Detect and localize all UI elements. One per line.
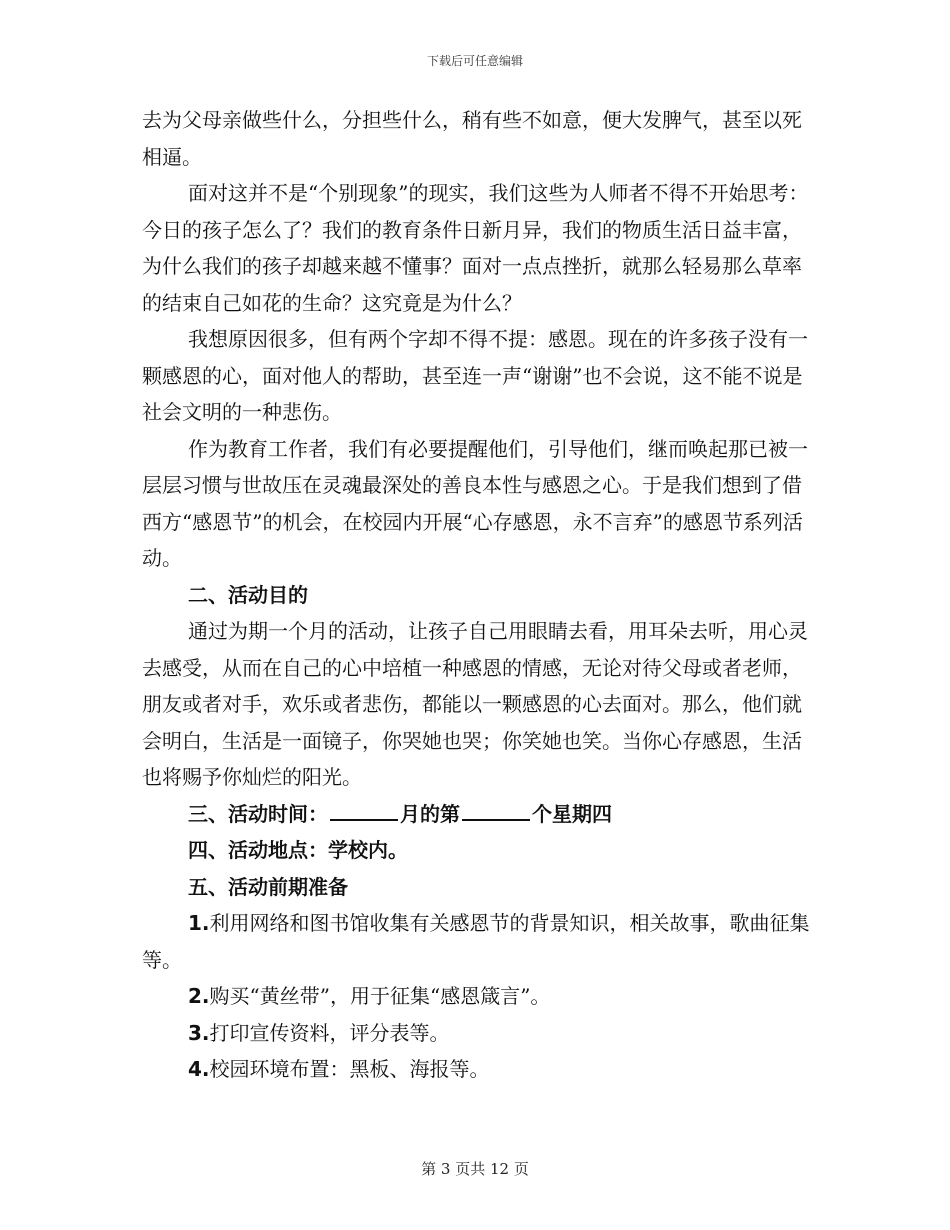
blank-month xyxy=(330,797,398,821)
document-body xyxy=(142,102,812,1088)
list-item xyxy=(142,1051,812,1088)
time-middle: 月的第 xyxy=(400,801,460,826)
section-heading-preparation: 五、活动前期准备 xyxy=(188,874,348,899)
paragraph-reality: 面对这并不是“个别现象”的现实，我们这些为人师者不得不开始思考：今日的孩子怎么了？我们的教育条件日新月异，我们的物质生活日益丰富，为什么我们的孩子却越来越不懂事？面对一点点挫折，就那么轻易那么草率的结束自己如花的生命？这究竟是为什么？ xyxy=(142,181,809,315)
list-item-text: 打印宣传资料，评分表等。 xyxy=(209,1020,450,1045)
paragraph-purpose: 通过为期一个月的活动，让孩子自己用眼睛去看，用耳朵去听，用心灵去感受，从而在自己的心中培植一种感恩的情感，无论对待父母或者老师，朋友或者对手，欢乐或者悲伤，都能以一颗感恩的心去面对。那么，他们就会明白，生活是一面镜子，你哭她也哭；你笑她也笑。当你心存感恩，生活也将赐予你灿烂的阳光。 xyxy=(142,619,808,789)
time-prefix: 三、活动时间： xyxy=(188,801,328,826)
list-item xyxy=(142,1015,812,1052)
paragraph-gratitude: 我想原因很多，但有两个字却不得不提：感恩。现在的许多孩子没有一颗感恩的心，面对他人的帮助，甚至连一声“谢谢”也不会说，这不能不说是社会文明的一种悲伤。 xyxy=(142,327,808,424)
list-item-text: 购买“黄丝带”，用于征集“感恩箴言”。 xyxy=(209,984,551,1008)
list-item-number: 4. xyxy=(188,1057,210,1081)
time-suffix: 个星期四 xyxy=(532,801,612,826)
section-heading-location: 四、活动地点：学校内。 xyxy=(188,838,408,862)
list-item-text: 校园环境布置：黑板、海报等。 xyxy=(209,1057,490,1081)
blank-week xyxy=(462,797,530,821)
list-item-number: 2. xyxy=(188,984,210,1008)
list-item-number: 3. xyxy=(188,1020,210,1045)
list-item xyxy=(142,905,812,978)
list-item-text: 利用网络和图书馆收集有关感恩节的背景知识，相关故事，歌曲征集等。 xyxy=(142,911,810,972)
paragraph-continuation: 去为父母亲做些什么，分担些什么，稍有些不如意，便大发脾气，甚至以死相逼。 xyxy=(142,108,802,169)
section-heading-purpose: 二、活动目的 xyxy=(188,582,308,607)
page-footer: 第 3 页共 12 页 xyxy=(421,1160,529,1178)
list-item-number: 1. xyxy=(188,911,210,935)
list-item xyxy=(142,978,812,1015)
paragraph-educators: 作为教育工作者，我们有必要提醒他们，引导他们，继而唤起那已被一层层习惯与世故压在灵魂最深处的善良本性与感恩之心。于是我们想到了借西方“感恩节”的机会，在校园内开展“心存感恩，永不言弃”的感恩节系列活动。 xyxy=(142,436,808,570)
section-heading-time xyxy=(142,796,812,833)
page-header: 下载后可任意编辑 xyxy=(426,54,523,68)
